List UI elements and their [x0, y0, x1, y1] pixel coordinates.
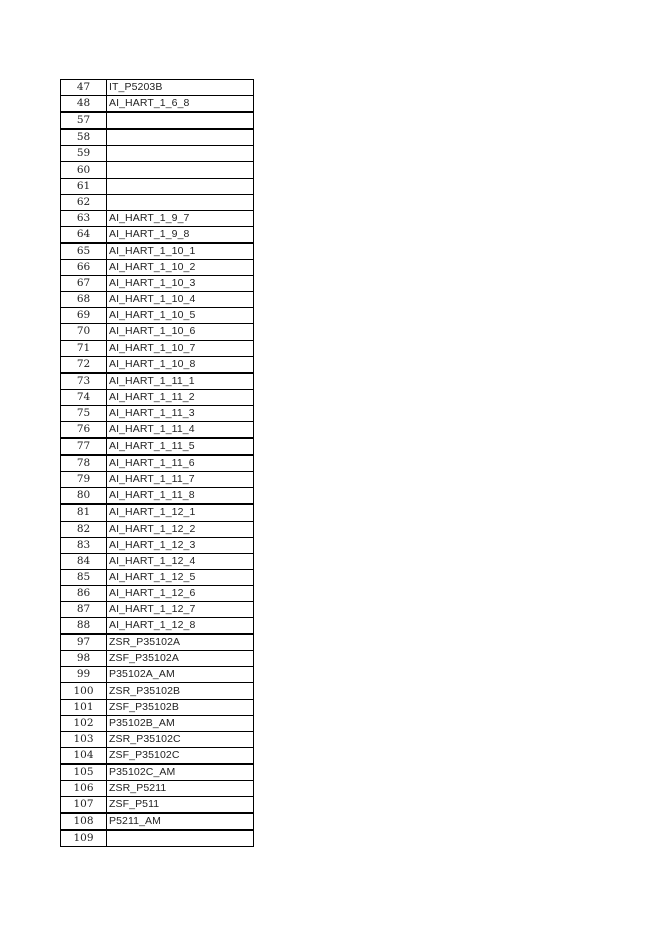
row-number-cell[interactable]: 76: [61, 421, 107, 438]
tag-name-cell[interactable]: [107, 162, 254, 178]
tag-name-cell[interactable]: [107, 146, 254, 162]
table-row: [61, 260, 254, 276]
row-number-cell[interactable]: 69: [61, 308, 107, 324]
row-number-cell[interactable]: 65: [61, 243, 107, 260]
row-number-cell[interactable]: 70: [61, 324, 107, 340]
tag-name-cell[interactable]: AI_HART_1_12_7: [107, 602, 254, 618]
table-row: [61, 373, 254, 390]
row-number-cell[interactable]: 72: [61, 356, 107, 373]
table-row: [61, 276, 254, 292]
table-row: [61, 455, 254, 472]
table-row: [61, 504, 254, 521]
tag-name-cell[interactable]: AI_HART_1_11_6: [107, 455, 254, 472]
table-row: [61, 210, 254, 226]
tag-name-cell[interactable]: [107, 112, 254, 129]
table-row: [61, 356, 254, 373]
tag-name-cell[interactable]: P5211_AM: [107, 813, 254, 830]
row-number-cell[interactable]: 62: [61, 194, 107, 210]
table-row: [61, 96, 254, 113]
row-number-cell[interactable]: 48: [61, 96, 107, 113]
table-row: [61, 797, 254, 814]
tag-name-cell[interactable]: AI_HART_1_12_3: [107, 537, 254, 553]
row-number-cell[interactable]: 75: [61, 405, 107, 421]
row-number-cell[interactable]: 58: [61, 129, 107, 146]
tag-name-cell[interactable]: AI_HART_1_10_2: [107, 260, 254, 276]
row-number-cell[interactable]: 59: [61, 146, 107, 162]
tag-name-cell[interactable]: [107, 830, 254, 847]
row-number-cell[interactable]: 105: [61, 764, 107, 781]
table-row: [61, 764, 254, 781]
table-row: [61, 292, 254, 308]
tag-name-cell[interactable]: ZSR_P35102B: [107, 683, 254, 699]
table-row: [61, 421, 254, 438]
tag-name-cell[interactable]: AI_HART_1_11_4: [107, 421, 254, 438]
tag-name-cell[interactable]: [107, 129, 254, 146]
tag-name-cell[interactable]: ZSR_P35102C: [107, 731, 254, 747]
table-row: [61, 308, 254, 324]
row-number-cell[interactable]: 88: [61, 618, 107, 635]
table-row: [61, 389, 254, 405]
table-row: [61, 146, 254, 162]
table-row: [61, 243, 254, 260]
table-row: [61, 194, 254, 210]
tag-name-cell[interactable]: AI_HART_1_11_5: [107, 438, 254, 455]
table-row: [61, 618, 254, 635]
tag-name-cell[interactable]: ZSF_P35102B: [107, 699, 254, 715]
table-row: [61, 667, 254, 683]
table-row: [61, 699, 254, 715]
row-number-cell[interactable]: 107: [61, 797, 107, 814]
tag-name-cell[interactable]: AI_HART_1_11_3: [107, 405, 254, 421]
row-number-cell[interactable]: 71: [61, 340, 107, 356]
row-number-cell[interactable]: 83: [61, 537, 107, 553]
row-number-cell[interactable]: 109: [61, 830, 107, 847]
io-list-table: [60, 79, 254, 847]
row-number-cell[interactable]: 79: [61, 472, 107, 488]
row-number-cell[interactable]: 63: [61, 210, 107, 226]
tag-name-cell[interactable]: AI_HART_1_6_8: [107, 96, 254, 113]
tag-name-cell[interactable]: P35102C_AM: [107, 764, 254, 781]
io-list-table-body: [61, 80, 254, 847]
table-row: [61, 602, 254, 618]
table-row: [61, 715, 254, 731]
tag-name-cell[interactable]: AI_HART_1_11_8: [107, 488, 254, 505]
tag-name-cell[interactable]: AI_HART_1_12_2: [107, 521, 254, 537]
table-row: [61, 634, 254, 651]
table-row: [61, 553, 254, 569]
table-row: [61, 226, 254, 243]
tag-name-cell[interactable]: ZSR_P5211: [107, 781, 254, 797]
table-row: [61, 830, 254, 847]
row-number-cell[interactable]: 86: [61, 585, 107, 601]
tag-name-cell[interactable]: AI_HART_1_10_4: [107, 292, 254, 308]
table-row: [61, 488, 254, 505]
tag-name-cell[interactable]: P35102A_AM: [107, 667, 254, 683]
tag-name-cell[interactable]: ZSF_P511: [107, 797, 254, 814]
tag-name-cell[interactable]: AI_HART_1_11_2: [107, 389, 254, 405]
tag-name-cell[interactable]: P35102B_AM: [107, 715, 254, 731]
table-row: [61, 537, 254, 553]
row-number-cell[interactable]: 84: [61, 553, 107, 569]
row-number-cell[interactable]: 81: [61, 504, 107, 521]
tag-name-cell[interactable]: IT_P5203B: [107, 80, 254, 96]
row-number-cell[interactable]: 108: [61, 813, 107, 830]
row-number-cell[interactable]: 97: [61, 634, 107, 651]
row-number-cell[interactable]: 57: [61, 112, 107, 129]
row-number-cell[interactable]: 102: [61, 715, 107, 731]
table-row: [61, 324, 254, 340]
table-row: [61, 178, 254, 194]
tag-name-cell[interactable]: AI_HART_1_10_8: [107, 356, 254, 373]
table-row: [61, 438, 254, 455]
table-row: [61, 569, 254, 585]
row-number-cell[interactable]: 99: [61, 667, 107, 683]
row-number-cell[interactable]: 61: [61, 178, 107, 194]
row-number-cell[interactable]: 104: [61, 747, 107, 764]
table-row: [61, 683, 254, 699]
tag-name-cell[interactable]: AI_HART_1_10_7: [107, 340, 254, 356]
table-row: [61, 747, 254, 764]
table-row: [61, 340, 254, 356]
row-number-cell[interactable]: 64: [61, 226, 107, 243]
tag-name-cell[interactable]: AI_HART_1_12_6: [107, 585, 254, 601]
table-row: [61, 781, 254, 797]
table-row: [61, 472, 254, 488]
row-number-cell[interactable]: 100: [61, 683, 107, 699]
table-row: [61, 129, 254, 146]
tag-name-cell[interactable]: AI_HART_1_11_7: [107, 472, 254, 488]
row-number-cell[interactable]: 80: [61, 488, 107, 505]
tag-name-cell[interactable]: AI_HART_1_12_1: [107, 504, 254, 521]
row-number-cell[interactable]: 106: [61, 781, 107, 797]
row-number-cell[interactable]: 78: [61, 455, 107, 472]
tag-name-cell[interactable]: [107, 178, 254, 194]
tag-name-cell[interactable]: AI_HART_1_10_3: [107, 276, 254, 292]
table-row: [61, 813, 254, 830]
tag-name-cell[interactable]: AI_HART_1_9_8: [107, 226, 254, 243]
tag-name-cell[interactable]: AI_HART_1_12_8: [107, 618, 254, 635]
tag-name-cell[interactable]: ZSF_P35102C: [107, 747, 254, 764]
tag-name-cell[interactable]: ZSR_P35102A: [107, 634, 254, 651]
table-row: [61, 585, 254, 601]
table-row: [61, 162, 254, 178]
row-number-cell[interactable]: 66: [61, 260, 107, 276]
tag-name-cell[interactable]: AI_HART_1_12_5: [107, 569, 254, 585]
table-row: [61, 651, 254, 667]
row-number-cell[interactable]: 73: [61, 373, 107, 390]
tag-name-cell[interactable]: AI_HART_1_10_1: [107, 243, 254, 260]
row-number-cell[interactable]: 85: [61, 569, 107, 585]
row-number-cell[interactable]: 68: [61, 292, 107, 308]
tag-name-cell[interactable]: ZSF_P35102A: [107, 651, 254, 667]
row-number-cell[interactable]: 82: [61, 521, 107, 537]
table-row: [61, 112, 254, 129]
tag-name-cell[interactable]: AI_HART_1_9_7: [107, 210, 254, 226]
tag-name-cell[interactable]: AI_HART_1_10_6: [107, 324, 254, 340]
table-row: [61, 521, 254, 537]
table-row: [61, 405, 254, 421]
tag-name-cell[interactable]: AI_HART_1_12_4: [107, 553, 254, 569]
row-number-cell[interactable]: 98: [61, 651, 107, 667]
row-number-cell[interactable]: 74: [61, 389, 107, 405]
row-number-cell[interactable]: 60: [61, 162, 107, 178]
row-number-cell[interactable]: 77: [61, 438, 107, 455]
row-number-cell[interactable]: 103: [61, 731, 107, 747]
tag-name-cell[interactable]: AI_HART_1_11_1: [107, 373, 254, 390]
table-row: [61, 80, 254, 96]
tag-name-cell[interactable]: AI_HART_1_10_5: [107, 308, 254, 324]
tag-name-cell[interactable]: [107, 194, 254, 210]
table-row: [61, 731, 254, 747]
row-number-cell[interactable]: 67: [61, 276, 107, 292]
row-number-cell[interactable]: 101: [61, 699, 107, 715]
row-number-cell[interactable]: 47: [61, 80, 107, 96]
row-number-cell[interactable]: 87: [61, 602, 107, 618]
